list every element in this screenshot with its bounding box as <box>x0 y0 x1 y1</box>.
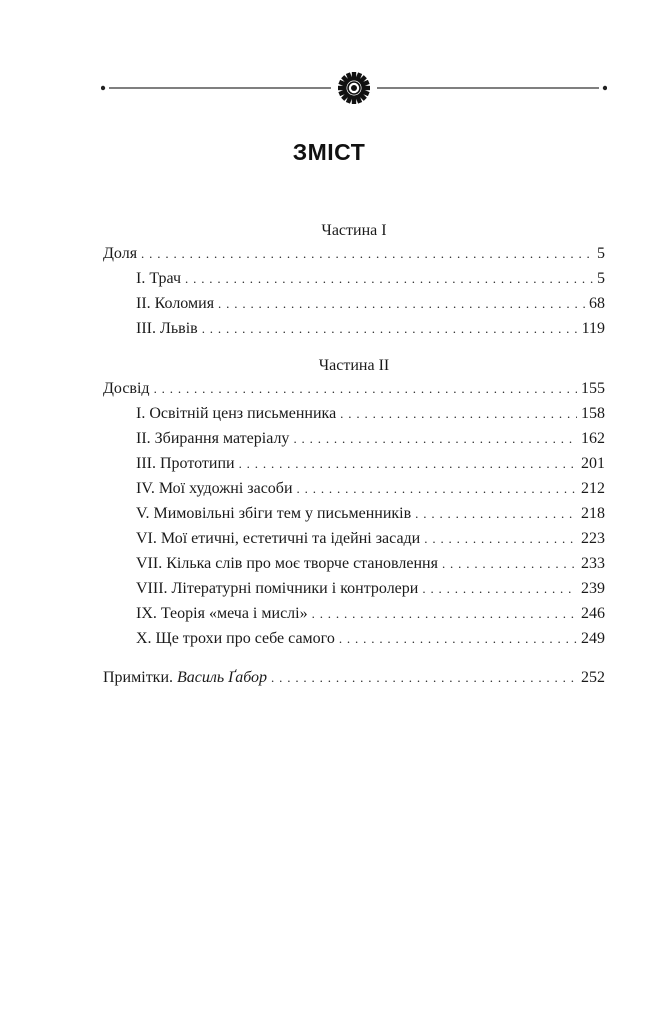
dot-leader <box>415 503 577 525</box>
toc-entry[interactable] <box>136 318 605 340</box>
gear-rosette-icon <box>338 72 370 104</box>
toc-entry-title: II. Коломия <box>136 295 215 312</box>
toc-entry[interactable] <box>136 603 605 625</box>
dot-leader <box>218 293 585 315</box>
toc-page-number: 252 <box>581 669 605 686</box>
notes-author: Василь Ґабор <box>177 669 268 686</box>
toc-entry-title: I. Трач <box>136 270 181 287</box>
toc-page-number: 239 <box>581 580 605 597</box>
toc-page-number: 233 <box>581 555 605 572</box>
dot-leader <box>297 478 577 500</box>
toc-page-number: 201 <box>581 455 605 472</box>
toc-entry-title: Доля <box>103 245 138 262</box>
page-title: ЗМІСТ <box>292 139 366 165</box>
dot-leader <box>239 453 577 475</box>
toc-page-number: 158 <box>581 405 605 422</box>
toc-entry-title: Досвід <box>103 380 150 397</box>
dot-leader <box>293 428 577 450</box>
ornament-divider <box>101 70 607 106</box>
toc-page-number: 5 <box>597 270 605 287</box>
toc-entry-title: X. Ще трохи про себе самого <box>136 630 335 647</box>
notes-title <box>103 667 271 689</box>
toc-page-number: 68 <box>589 295 605 312</box>
toc-page-number: 212 <box>581 480 605 497</box>
divider-dot-right <box>603 86 607 90</box>
toc-entry[interactable] <box>136 293 605 315</box>
toc-entry[interactable] <box>136 403 605 425</box>
toc-entry[interactable] <box>103 243 605 265</box>
dot-leader <box>422 578 577 600</box>
dot-leader <box>271 667 577 689</box>
toc-entry-title: VI. Мої етичні, естетичні та ідейні засади <box>136 530 421 547</box>
dot-leader <box>339 628 577 650</box>
toc-entry-title: III. Прототипи <box>136 455 235 472</box>
dot-leader <box>312 603 577 625</box>
toc-entry-title: I. Освітній ценз письменника <box>136 405 337 422</box>
dot-leader <box>154 378 577 400</box>
toc-entry[interactable] <box>136 478 605 500</box>
toc-entry[interactable] <box>136 453 605 475</box>
toc-page-number: 249 <box>581 630 605 647</box>
toc-page-number: 223 <box>581 530 605 547</box>
toc-page-number: 162 <box>581 430 605 447</box>
toc-entry[interactable] <box>136 528 605 550</box>
dot-leader <box>424 528 577 550</box>
toc-entry-title: VII. Кілька слів про моє творче становлення <box>136 555 438 572</box>
toc-entry-notes[interactable] <box>103 667 605 689</box>
toc-entry[interactable] <box>136 578 605 600</box>
toc-entry[interactable] <box>103 378 605 400</box>
dot-leader <box>202 318 578 340</box>
part-heading: Частина II <box>318 357 390 374</box>
toc-page-number: 119 <box>581 320 605 337</box>
toc-page-number: 155 <box>581 380 605 397</box>
dot-leader <box>340 403 577 425</box>
toc-entry-title: IV. Мої художні засоби <box>136 480 293 497</box>
notes-label: Примітки. <box>103 669 174 686</box>
dot-leader <box>442 553 577 575</box>
dot-leader <box>141 243 593 265</box>
toc-entry[interactable] <box>136 628 605 650</box>
toc-entry-title: III. Львів <box>136 320 198 337</box>
toc-entry-title: IX. Теорія «меча і мислі» <box>136 605 308 622</box>
toc-entry-title: V. Мимовільні збіги тем у письменників <box>136 505 412 522</box>
dot-leader <box>185 268 593 290</box>
toc-page-number: 246 <box>581 605 605 622</box>
part-heading: Частина I <box>321 222 387 239</box>
toc-entry-title: VIII. Літературні помічники і контролери <box>136 580 419 597</box>
toc-entry[interactable] <box>136 553 605 575</box>
toc-page-number: 218 <box>581 505 605 522</box>
toc-entry[interactable] <box>136 503 605 525</box>
toc-entry[interactable] <box>136 428 605 450</box>
toc-page-number: 5 <box>597 245 605 262</box>
toc-entry-title: II. Збирання матеріалу <box>136 430 290 447</box>
divider-dot-left <box>101 86 105 90</box>
toc-entry[interactable] <box>136 268 605 290</box>
